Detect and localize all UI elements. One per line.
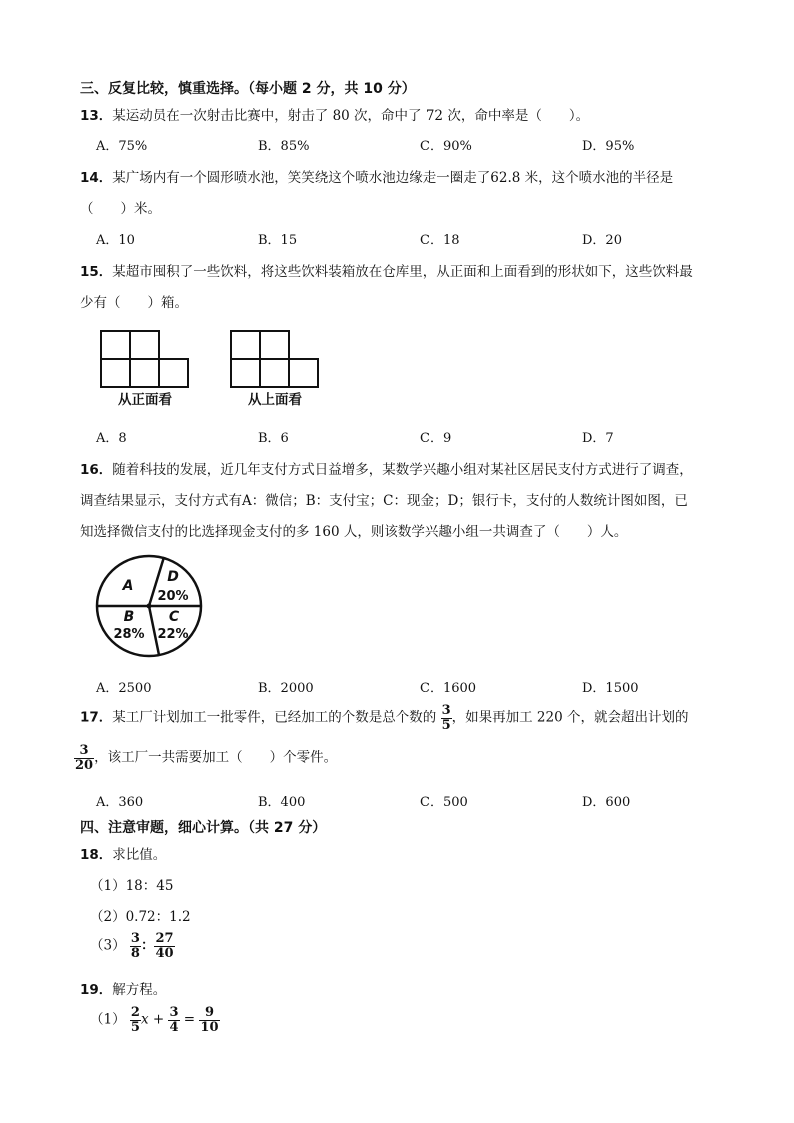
pie-label-d: D [167, 569, 179, 585]
fraction-2-5: $\frac{2}{5}$ [130, 1005, 140, 1035]
question-16 [80, 458, 693, 478]
pie-label-b: B [123, 609, 135, 625]
question-text: ，该工厂一共需要加工（ ）个零件。 [94, 749, 338, 766]
top-view-cube [289, 359, 318, 387]
box-views-figure [95, 325, 335, 410]
front-view-cube [130, 359, 159, 387]
question-text: 某运动员在一次射击比赛中，射击了 80 次，命中了 72 次，命中率是（ ）。 [112, 108, 590, 124]
top-view-cube [260, 331, 289, 359]
option-c: C．500 [420, 795, 468, 810]
front-view-cube [159, 359, 188, 387]
option-c: C．90% [420, 139, 472, 154]
pie-center [147, 604, 152, 609]
pie-label-c: C [168, 609, 180, 625]
option-a: A．75% [96, 139, 148, 154]
ratio-item-3: （3） $\frac{3}{8}$ ： $\frac{27}{40}$ [90, 931, 174, 961]
fraction-9-10: $\frac{9}{10}$ [200, 1005, 219, 1035]
question-number: 18． [80, 847, 113, 863]
option-b: B．400 [258, 795, 306, 810]
option-a: A．8 [96, 431, 127, 446]
question-14 [80, 166, 673, 186]
pie-label-a: A [122, 578, 134, 594]
question-number: 13． [80, 108, 113, 124]
pie-pct-c: 22% [157, 627, 189, 642]
option-b: B．85% [258, 139, 310, 154]
option-a: A．2500 [96, 681, 152, 696]
section-4-title: 四、注意审题，细心计算。（共 27 分） [80, 820, 327, 836]
question-text: 某超市囤积了一些饮料，将这些饮料装箱放在仓库里，从正面和上面看到的形状如下，这些饮料最 [112, 264, 693, 280]
question-text: ，如果再加工 220 个，就会超出计划的 [451, 709, 689, 726]
fraction-3-5: $\frac{3}{5}$ [441, 703, 451, 733]
option-a: A．10 [96, 233, 135, 248]
question-number: 19． [80, 982, 113, 998]
pie-pct-d: 20% [157, 589, 189, 604]
top-view-cube [231, 331, 260, 359]
question-14-line2: （ ）米。 [80, 201, 161, 217]
front-view-label: 从正面看 [118, 392, 172, 408]
question-15-line2: 少有（ ）箱。 [80, 295, 188, 311]
section-3-title: 三、反复比较，慎重选择。（每小题 2 分，共 10 分） [80, 81, 416, 97]
option-d: D．1500 [582, 681, 639, 696]
question-number: 17． [80, 709, 113, 726]
pie-pct-b: 28% [113, 627, 145, 642]
question-18 [80, 843, 166, 863]
top-view-label: 从上面看 [248, 392, 302, 408]
payment-pie-chart [92, 554, 208, 666]
top-view-cube [231, 359, 260, 387]
option-a: A．360 [96, 795, 144, 810]
question-number: 16． [80, 462, 113, 478]
ratio-item-1: （1）18：45 [90, 878, 174, 894]
option-d: D．7 [582, 431, 614, 446]
option-c: C．18 [420, 233, 460, 248]
question-16-line3: 知选择微信支付的比选择现金支付的多 160 人，则该数学兴趣小组一共调查了（ ）人。 [80, 524, 628, 540]
question-number: 15． [80, 264, 113, 280]
front-view-cube [101, 359, 130, 387]
question-13 [80, 104, 589, 124]
variable-x: x [140, 1011, 149, 1028]
question-text: 某工厂计划加工一批零件，已经加工的个数是总个数的 [112, 709, 437, 726]
option-d: D．600 [582, 795, 631, 810]
front-view-cube [130, 331, 159, 359]
option-c: C．9 [420, 431, 452, 446]
question-15 [80, 260, 693, 280]
question-number: 14． [80, 170, 113, 186]
question-17 [80, 704, 689, 732]
question-text: 解方程。 [112, 982, 167, 998]
option-b: B．6 [258, 431, 289, 446]
question-16-line2: 调查结果显示，支付方式有A：微信；B：支付宝；C：现金；D；银行卡，支付的人数统计图如图，已 [80, 493, 688, 509]
ratio-item-2: （2）0.72：1.2 [90, 909, 191, 925]
option-d: D．20 [582, 233, 622, 248]
fraction-3-20: $\frac{3}{20}$ [75, 743, 94, 773]
fraction-3-4: $\frac{3}{4}$ [169, 1005, 179, 1035]
fraction-3-8: $\frac{3}{8}$ [130, 931, 140, 961]
fraction-27-40: $\frac{27}{40}$ [155, 931, 174, 961]
option-d: D．95% [582, 139, 635, 154]
equation-item-1: （1） $\frac{2}{5}$ x + $\frac{3}{4}$ = $\frac{9}{10}$ [90, 1005, 219, 1035]
question-17-line2 [74, 744, 337, 772]
option-c: C．1600 [420, 681, 477, 696]
question-text: 某广场内有一个圆形喷水池，笑笑绕这个喷水池边缘走一圈走了62.8 米，这个喷水池的半径是 [112, 170, 674, 186]
top-view-cube [260, 359, 289, 387]
option-b: B．15 [258, 233, 298, 248]
option-b: B．2000 [258, 681, 314, 696]
question-19 [80, 978, 166, 998]
question-text: 求比值。 [112, 847, 167, 863]
front-view-cube [101, 331, 130, 359]
question-text: 随着科技的发展，近几年支付方式日益增多，某数学兴趣小组对某社区居民支付方式进行了调查， [112, 462, 693, 478]
